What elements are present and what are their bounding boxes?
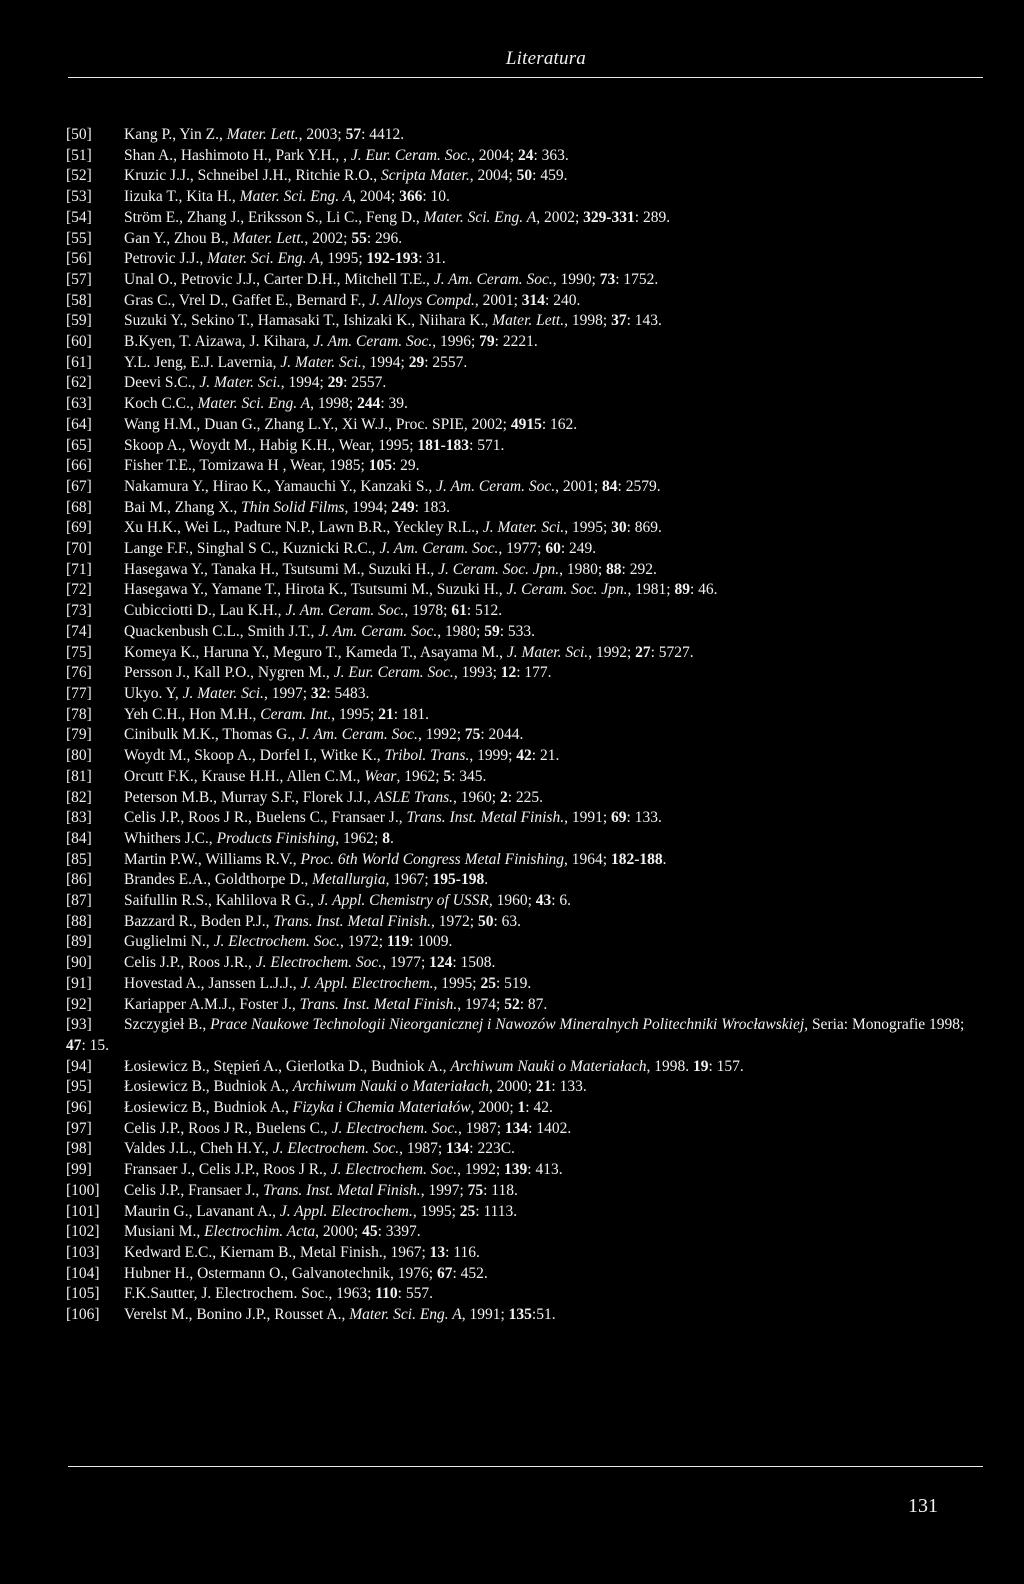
- reference-text: Woydt M., Skoop A., Dorfel I., Witke K., Tribol. Trans., 1999; 42: 21.: [124, 747, 560, 765]
- reference-text: Łosiewicz B., Stępień A., Gierlotka D., Budniok A., Archiwum Nauki o Materiałach, 1998. 19: 157.: [124, 1057, 744, 1075]
- reference-text: Wang H.M., Duan G., Zhang L.Y., Xi W.J., Proc. SPIE, 2002; 4915: 162.: [124, 415, 578, 433]
- reference-item: [66, 208, 986, 229]
- reference-item: [66, 1222, 986, 1243]
- reference-item: [66, 829, 986, 850]
- reference-number: [85]: [66, 850, 92, 868]
- reference-text: Ström E., Zhang J., Eriksson S., Li C., Feng D., Mater. Sci. Eng. A, 2002; 329-331: 289.: [124, 208, 671, 226]
- reference-text: Orcutt F.K., Krause H.H., Allen C.M., Wear, 1962; 5: 345.: [124, 767, 487, 785]
- reference-number: [53]: [66, 188, 92, 206]
- reference-text: F.K.Sautter, J. Electrochem. Soc., 1963; 110: 557.: [124, 1285, 433, 1303]
- reference-number: [77]: [66, 684, 92, 702]
- reference-number: [55]: [66, 229, 92, 247]
- reference-text: Maurin G., Lavanant A., J. Appl. Electrochem., 1995; 25: 1113.: [124, 1202, 518, 1220]
- reference-item: [66, 850, 986, 871]
- reference-text: Nakamura Y., Hirao K., Yamauchi Y., Kanzaki S., J. Am. Ceram. Soc., 2001; 84: 2579.: [124, 477, 661, 495]
- reference-text: Peterson M.B., Murray S.F., Florek J.J., ASLE Trans., 1960; 2: 225.: [124, 788, 544, 806]
- reference-item: [66, 622, 986, 643]
- reference-number: [59]: [66, 312, 92, 330]
- reference-list: [66, 125, 986, 1326]
- page-number: 131: [908, 1495, 938, 1517]
- reference-item: [66, 932, 986, 953]
- reference-text: Persson J., Kall P.O., Nygren M., J. Eur. Ceram. Soc., 1993; 12: 177.: [124, 664, 552, 682]
- reference-number: [63]: [66, 395, 92, 413]
- reference-number: [66]: [66, 457, 92, 475]
- reference-number: [105]: [66, 1285, 100, 1303]
- reference-item: [66, 1077, 986, 1098]
- reference-number: [89]: [66, 933, 92, 951]
- reference-text: Iizuka T., Kita H., Mater. Sci. Eng. A, 2004; 366: 10.: [124, 188, 450, 206]
- reference-number: [67]: [66, 477, 92, 495]
- reference-item: [66, 394, 986, 415]
- reference-text: Valdes J.L., Cheh H.Y., J. Electrochem. Soc., 1987; 134: 223C.: [124, 1140, 515, 1158]
- reference-item: [66, 249, 986, 270]
- reference-number: [70]: [66, 540, 92, 558]
- reference-number: [86]: [66, 871, 92, 889]
- reference-text: Łosiewicz B., Budniok A., Fizyka i Chemia Materiałów, 2000; 1: 42.: [124, 1099, 553, 1117]
- reference-number: [51]: [66, 146, 92, 164]
- reference-text: Xu H.K., Wei L., Padture N.P., Lawn B.R., Yeckley R.L., J. Mater. Sci., 1995; 30: 869.: [124, 519, 662, 537]
- reference-text: Szczygieł B., Prace Naukowe Technologii Nieorganicznej i Nawozów Mineralnych Politechniki Wrocławskiej, Seria: Monografie 1998; 47: 15.: [66, 1016, 965, 1054]
- reference-item: [66, 1202, 986, 1223]
- reference-item: [66, 518, 986, 539]
- reference-item: [66, 684, 986, 705]
- reference-text: Cubicciotti D., Lau K.H., J. Am. Ceram. Soc., 1978; 61: 512.: [124, 602, 503, 620]
- reference-number: [106]: [66, 1306, 100, 1324]
- reference-text: Hasegawa Y., Yamane T., Hirota K., Tsutsumi M., Suzuki H., J. Ceram. Soc. Jpn., 1981; 89: 46.: [124, 581, 718, 599]
- reference-text: Celis J.P., Roos J R., Buelens C., Fransaer J., Trans. Inst. Metal Finish., 1991; 69: 133.: [124, 809, 662, 827]
- reference-text: Petrovic J.J., Mater. Sci. Eng. A, 1995; 192-193: 31.: [124, 250, 446, 268]
- reference-text: Łosiewicz B., Budniok A., Archiwum Nauki o Materiałach, 2000; 21: 133.: [124, 1078, 587, 1096]
- reference-text: Hasegawa Y., Tanaka H., Tsutsumi M., Suzuki H., J. Ceram. Soc. Jpn., 1980; 88: 292.: [124, 560, 657, 578]
- reference-text: Hovestad A., Janssen L.J.J., J. Appl. Electrochem., 1995; 25: 519.: [124, 974, 532, 992]
- reference-item: [66, 663, 986, 684]
- header-rule: [68, 77, 983, 78]
- reference-item: [66, 1098, 986, 1119]
- reference-item: [66, 953, 986, 974]
- reference-text: Yeh C.H., Hon M.H., Ceram. Int., 1995; 21: 181.: [124, 705, 430, 723]
- reference-number: [101]: [66, 1202, 100, 1220]
- reference-number: [81]: [66, 767, 92, 785]
- reference-number: [56]: [66, 250, 92, 268]
- reference-item: [66, 1015, 986, 1056]
- reference-item: [66, 291, 986, 312]
- reference-number: [62]: [66, 374, 92, 392]
- reference-item: [66, 643, 986, 664]
- reference-number: [79]: [66, 726, 92, 744]
- reference-text: Skoop A., Woydt M., Habig K.H., Wear, 1995; 181-183: 571.: [124, 436, 505, 454]
- reference-text: Whithers J.C., Products Finishing, 1962; 8.: [124, 829, 394, 847]
- reference-text: Fransaer J., Celis J.P., Roos J R., J. Electrochem. Soc., 1992; 139: 413.: [124, 1161, 563, 1179]
- reference-item: [66, 1243, 986, 1264]
- reference-text: Brandes E.A., Goldthorpe D., Metallurgia, 1967; 195-198.: [124, 871, 489, 889]
- reference-number: [95]: [66, 1078, 92, 1096]
- reference-item: [66, 808, 986, 829]
- reference-item: [66, 870, 986, 891]
- reference-number: [100]: [66, 1181, 100, 1199]
- reference-number: [68]: [66, 498, 92, 516]
- reference-text: Verelst M., Bonino J.P., Rousset A., Mater. Sci. Eng. A, 1991; 135:51.: [124, 1306, 556, 1324]
- reference-item: [66, 539, 986, 560]
- running-header-title: Literatura: [505, 48, 586, 69]
- reference-number: [83]: [66, 809, 92, 827]
- reference-item: [66, 767, 986, 788]
- reference-number: [88]: [66, 912, 92, 930]
- reference-text: Quackenbush C.L., Smith J.T., J. Am. Ceram. Soc., 1980; 59: 533.: [124, 622, 536, 640]
- reference-number: [64]: [66, 415, 92, 433]
- reference-item: [66, 1305, 986, 1326]
- reference-number: [92]: [66, 995, 92, 1013]
- reference-item: [66, 373, 986, 394]
- reference-text: Fisher T.E., Tomizawa H , Wear, 1985; 105: 29.: [124, 457, 420, 475]
- reference-text: Celis J.P., Fransaer J., Trans. Inst. Metal Finish., 1997; 75: 118.: [124, 1181, 518, 1199]
- footer-rule: [68, 1466, 983, 1467]
- reference-number: [82]: [66, 788, 92, 806]
- reference-text: Shan A., Hashimoto H., Park Y.H., , J. Eur. Ceram. Soc., 2004; 24: 363.: [124, 146, 569, 164]
- reference-item: [66, 1119, 986, 1140]
- reference-number: [76]: [66, 664, 92, 682]
- reference-item: [66, 332, 986, 353]
- reference-item: [66, 125, 986, 146]
- reference-item: [66, 229, 986, 250]
- reference-text: Guglielmi N., J. Electrochem. Soc., 1972; 119: 1009.: [124, 933, 453, 951]
- reference-item: [66, 580, 986, 601]
- reference-item: [66, 456, 986, 477]
- reference-number: [69]: [66, 519, 92, 537]
- reference-number: [102]: [66, 1223, 100, 1241]
- reference-item: [66, 912, 986, 933]
- reference-item: [66, 353, 986, 374]
- reference-text: Kruzic J.J., Schneibel J.H., Ritchie R.O., Scripta Mater., 2004; 50: 459.: [124, 167, 568, 185]
- reference-text: B.Kyen, T. Aizawa, J. Kihara, J. Am. Ceram. Soc., 1996; 79: 2221.: [124, 333, 538, 351]
- reference-number: [65]: [66, 436, 92, 454]
- reference-item: [66, 477, 986, 498]
- reference-text: Cinibulk M.K., Thomas G., J. Am. Ceram. Soc., 1992; 75: 2044.: [124, 726, 524, 744]
- reference-item: [66, 1181, 986, 1202]
- reference-item: [66, 187, 986, 208]
- reference-item: [66, 974, 986, 995]
- reference-number: [73]: [66, 602, 92, 620]
- reference-text: Kedward E.C., Kiernam B., Metal Finish., 1967; 13: 116.: [124, 1243, 480, 1261]
- reference-text: Komeya K., Haruna Y., Meguro T., Kameda T., Asayama M., J. Mater. Sci., 1992; 27: 5727.: [124, 643, 694, 661]
- reference-number: [52]: [66, 167, 92, 185]
- reference-text: Y.L. Jeng, E.J. Lavernia, J. Mater. Sci., 1994; 29: 2557.: [124, 353, 468, 371]
- reference-number: [54]: [66, 208, 92, 226]
- reference-text: Bai M., Zhang X., Thin Solid Films, 1994; 249: 183.: [124, 498, 450, 516]
- reference-item: [66, 1057, 986, 1078]
- reference-text: Saifullin R.S., Kahlilova R G., J. Appl. Chemistry of USSR, 1960; 43: 6.: [124, 892, 572, 910]
- reference-number: [94]: [66, 1057, 92, 1075]
- reference-text: Unal O., Petrovic J.J., Carter D.H., Mitchell T.E., J. Am. Ceram. Soc., 1990; 73: 1752.: [124, 270, 659, 288]
- reference-number: [74]: [66, 622, 92, 640]
- reference-number: [87]: [66, 892, 92, 910]
- reference-number: [84]: [66, 829, 92, 847]
- reference-item: [66, 146, 986, 167]
- reference-number: [98]: [66, 1140, 92, 1158]
- reference-text: Hubner H., Ostermann O., Galvanotechnik, 1976; 67: 452.: [124, 1264, 488, 1282]
- reference-number: [50]: [66, 126, 92, 143]
- reference-item: [66, 560, 986, 581]
- reference-text: Gras C., Vrel D., Gaffet E., Bernard F., J. Alloys Compd., 2001; 314: 240.: [124, 291, 581, 309]
- reference-item: [66, 746, 986, 767]
- reference-number: [104]: [66, 1264, 100, 1282]
- reference-text: Deevi S.C., J. Mater. Sci., 1994; 29: 2557.: [124, 374, 387, 392]
- reference-text: Celis J.P., Roos J.R., J. Electrochem. Soc., 1977; 124: 1508.: [124, 954, 496, 972]
- reference-number: [60]: [66, 333, 92, 351]
- reference-number: [58]: [66, 291, 92, 309]
- reference-item: [66, 995, 986, 1016]
- reference-number: [80]: [66, 747, 92, 765]
- reference-number: [103]: [66, 1243, 100, 1261]
- reference-text: Ukyo. Y, J. Mater. Sci., 1997; 32: 5483.: [124, 684, 370, 702]
- reference-number: [97]: [66, 1119, 92, 1137]
- reference-item: [66, 705, 986, 726]
- reference-item: [66, 311, 986, 332]
- reference-item: [66, 498, 986, 519]
- reference-item: [66, 166, 986, 187]
- reference-item: [66, 415, 986, 436]
- reference-number: [61]: [66, 353, 92, 371]
- reference-item: [66, 601, 986, 622]
- reference-number: [57]: [66, 270, 92, 288]
- reference-item: [66, 436, 986, 457]
- reference-text: Gan Y., Zhou B., Mater. Lett., 2002; 55: 296.: [124, 229, 403, 247]
- reference-item: [66, 1284, 986, 1305]
- reference-number: [93]: [66, 1016, 92, 1034]
- reference-text: Musiani M., Electrochim. Acta, 2000; 45: 3397.: [124, 1223, 421, 1241]
- reference-number: [78]: [66, 705, 92, 723]
- reference-number: [91]: [66, 974, 92, 992]
- reference-item: [66, 891, 986, 912]
- reference-text: Kariapper A.M.J., Foster J., Trans. Inst. Metal Finish., 1974; 52: 87.: [124, 995, 548, 1013]
- reference-text: Martin P.W., Williams R.V., Proc. 6th World Congress Metal Finishing, 1964; 182-188.: [124, 850, 667, 868]
- reference-number: [99]: [66, 1161, 92, 1179]
- reference-number: [96]: [66, 1099, 92, 1117]
- reference-number: [71]: [66, 560, 92, 578]
- reference-item: [66, 1264, 986, 1285]
- reference-text: Lange F.F., Singhal S C., Kuznicki R.C., J. Am. Ceram. Soc., 1977; 60: 249.: [124, 540, 597, 558]
- reference-text: Bazzard R., Boden P.J., Trans. Inst. Metal Finish., 1972; 50: 63.: [124, 912, 521, 930]
- reference-number: [72]: [66, 581, 92, 599]
- reference-item: [66, 270, 986, 291]
- reference-item: [66, 788, 986, 809]
- reference-number: [90]: [66, 954, 92, 972]
- reference-item: [66, 725, 986, 746]
- reference-text: Kang P., Yin Z., Mater. Lett., 2003; 57: 4412.: [124, 126, 405, 143]
- reference-text: Celis J.P., Roos J R., Buelens C., J. Electrochem. Soc., 1987; 134: 1402.: [124, 1119, 572, 1137]
- reference-text: Koch C.C., Mater. Sci. Eng. A, 1998; 244: 39.: [124, 395, 408, 413]
- reference-text: Suzuki Y., Sekino T., Hamasaki T., Ishizaki K., Niihara K., Mater. Lett., 1998; 37: 143.: [124, 312, 662, 330]
- reference-item: [66, 1139, 986, 1160]
- reference-number: [75]: [66, 643, 92, 661]
- reference-item: [66, 1160, 986, 1181]
